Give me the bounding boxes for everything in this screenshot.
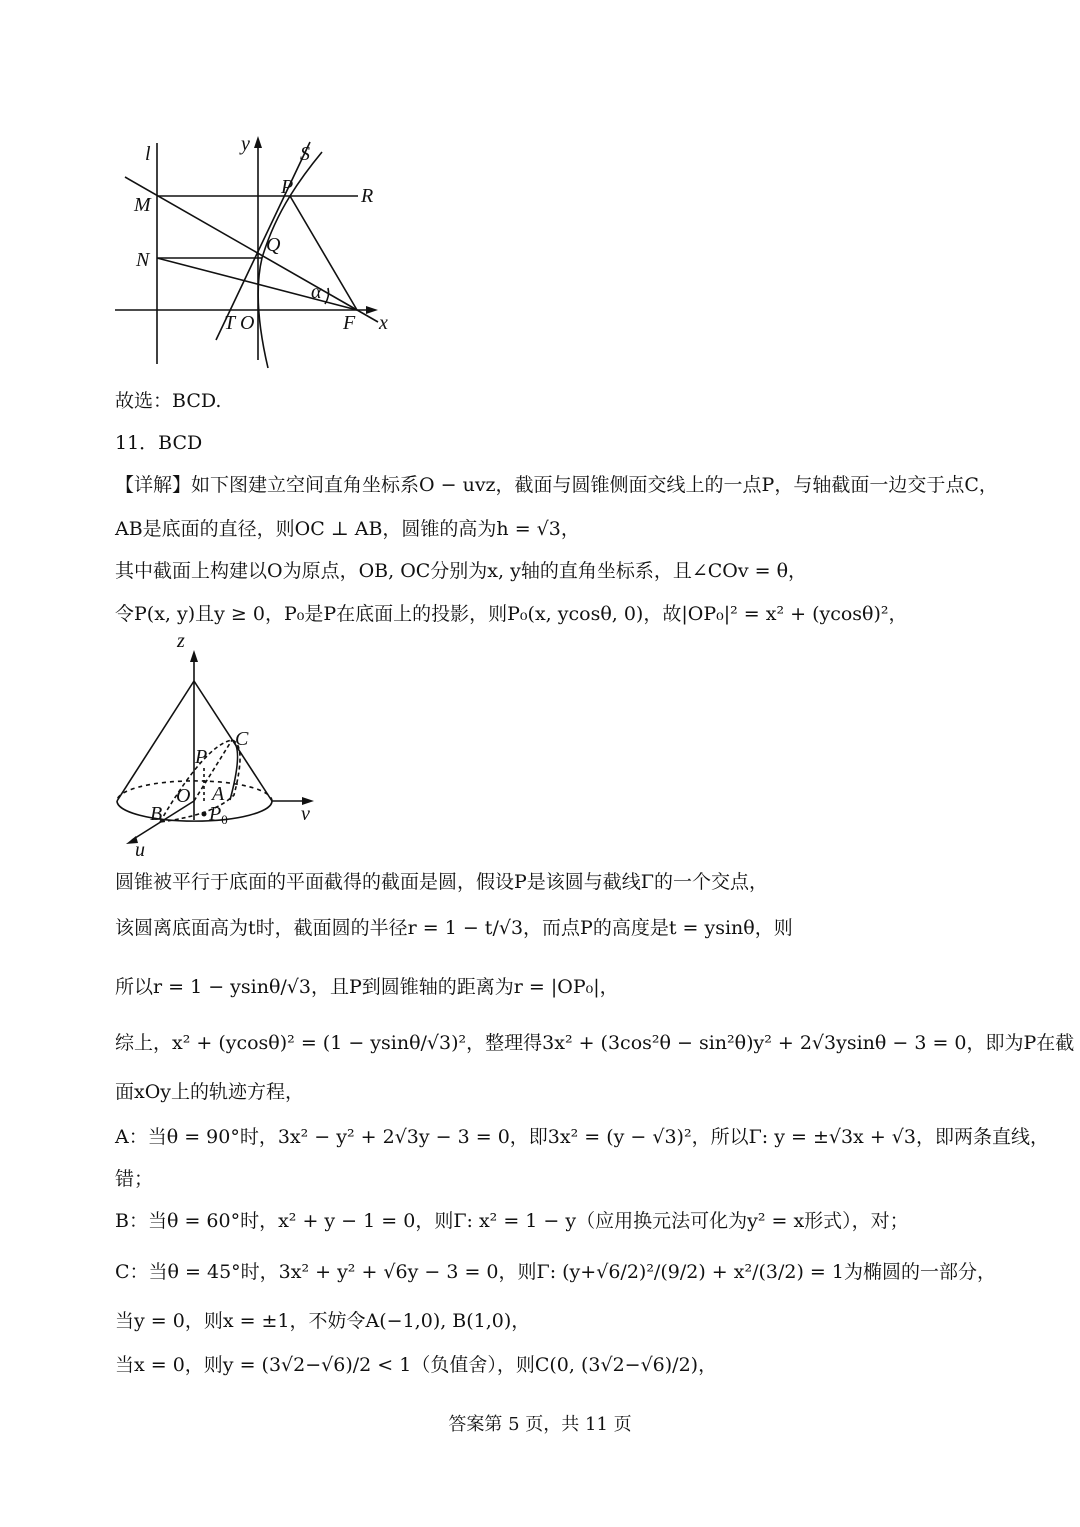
label-M: M [134, 194, 151, 216]
label-O: O [176, 785, 191, 807]
label-P0 [208, 803, 228, 827]
explanation-line: 令P(x, y)且y ≥ 0，P₀是P在底面上的投影，则P₀(x, ycosθ, 0)，故|OP₀|² = x² + (ycosθ)²， [115, 603, 908, 625]
explanation-line: 【详解】如下图建立空间直角坐标系O − uvz，截面与圆锥侧面交线上的一点P，与轴截面一边交于点C， [115, 474, 998, 496]
label-T: T [224, 312, 236, 334]
option-a-line: A：当θ = 90°时，3x² − y² + 2√3y − 3 = 0，即3x² = (y − √3)²，所以Γ: y = ±√3x + √3，即两条直线， [115, 1126, 1049, 1148]
explanation-line: AB是底面的直径，则OC ⊥ AB，圆锥的高为h = √3， [115, 518, 580, 540]
figure-cone-diagram [110, 630, 330, 860]
label-y: y [241, 133, 250, 155]
label-O: O [240, 312, 255, 334]
label-C: C [235, 728, 249, 750]
explanation-line: 所以r = 1 − ysinθ/√3，且P到圆锥轴的距离为r = |OP₀|， [115, 976, 619, 998]
label-B: B [150, 803, 163, 825]
label-S: S [300, 143, 310, 165]
label-Q: Q [266, 234, 281, 256]
label-v: v [301, 803, 310, 825]
label-alpha: α [311, 281, 322, 303]
label-x: x [379, 312, 388, 334]
option-b-line: B：当θ = 60°时，x² + y − 1 = 0，则Γ: x² = 1 − y（应用换元法可化为y² = x形式），对； [115, 1210, 909, 1232]
page-footer: 答案第 5 页，共 11 页 [448, 1414, 632, 1435]
label-u: u [135, 839, 145, 860]
explanation-line: 圆锥被平行于底面的平面截得的截面是圆，假设P是该圆与截线Γ的一个交点， [115, 871, 768, 893]
explanation-line: 面xOy上的轨迹方程， [115, 1081, 305, 1103]
label-A: A [212, 783, 225, 805]
label-N: N [136, 249, 150, 271]
option-a-line: 错； [115, 1168, 154, 1190]
label-F: F [343, 312, 356, 334]
label-R: R [361, 185, 374, 207]
label-P0-subscript: 0 [221, 812, 228, 827]
question-11-answer: 11．BCD [115, 432, 203, 454]
explanation-line: 该圆离底面高为t时，截面圆的半径r = 1 − t/√3，而点P的高度是t = ysinθ，则 [115, 917, 793, 939]
label-P: P [195, 746, 208, 768]
answer-line-10: 故选：BCD. [115, 390, 222, 412]
option-c-line: C：当θ = 45°时，3x² + y² + √6y − 3 = 0，则Γ: (y+√6/2)²/(9/2) + x²/(3/2) = 1为椭圆的一部分， [115, 1261, 996, 1283]
figure-coordinate-diagram [110, 128, 410, 378]
label-z: z [177, 630, 185, 652]
explanation-line: 综上，x² + (ycosθ)² = (1 − ysinθ/√3)²，整理得3x² + (3cos²θ − sin²θ)y² + 2√3ysinθ − 3 = 0，即为P在截 [115, 1032, 1075, 1054]
explanation-line: 当y = 0，则x = ±1，不妨令A(−1,0), B(1,0)， [115, 1310, 531, 1332]
label-l: l [145, 143, 151, 165]
label-P: P [281, 176, 294, 198]
label-P0-main: P [209, 803, 222, 825]
explanation-line: 当x = 0，则y = (3√2−√6)/2 < 1（负值舍），则C(0, (3√2−√6)/2)， [115, 1354, 718, 1376]
explanation-line: 其中截面上构建以O为原点，OB, OC分别为x, y轴的直角坐标系，且∠COv = θ， [115, 560, 808, 582]
